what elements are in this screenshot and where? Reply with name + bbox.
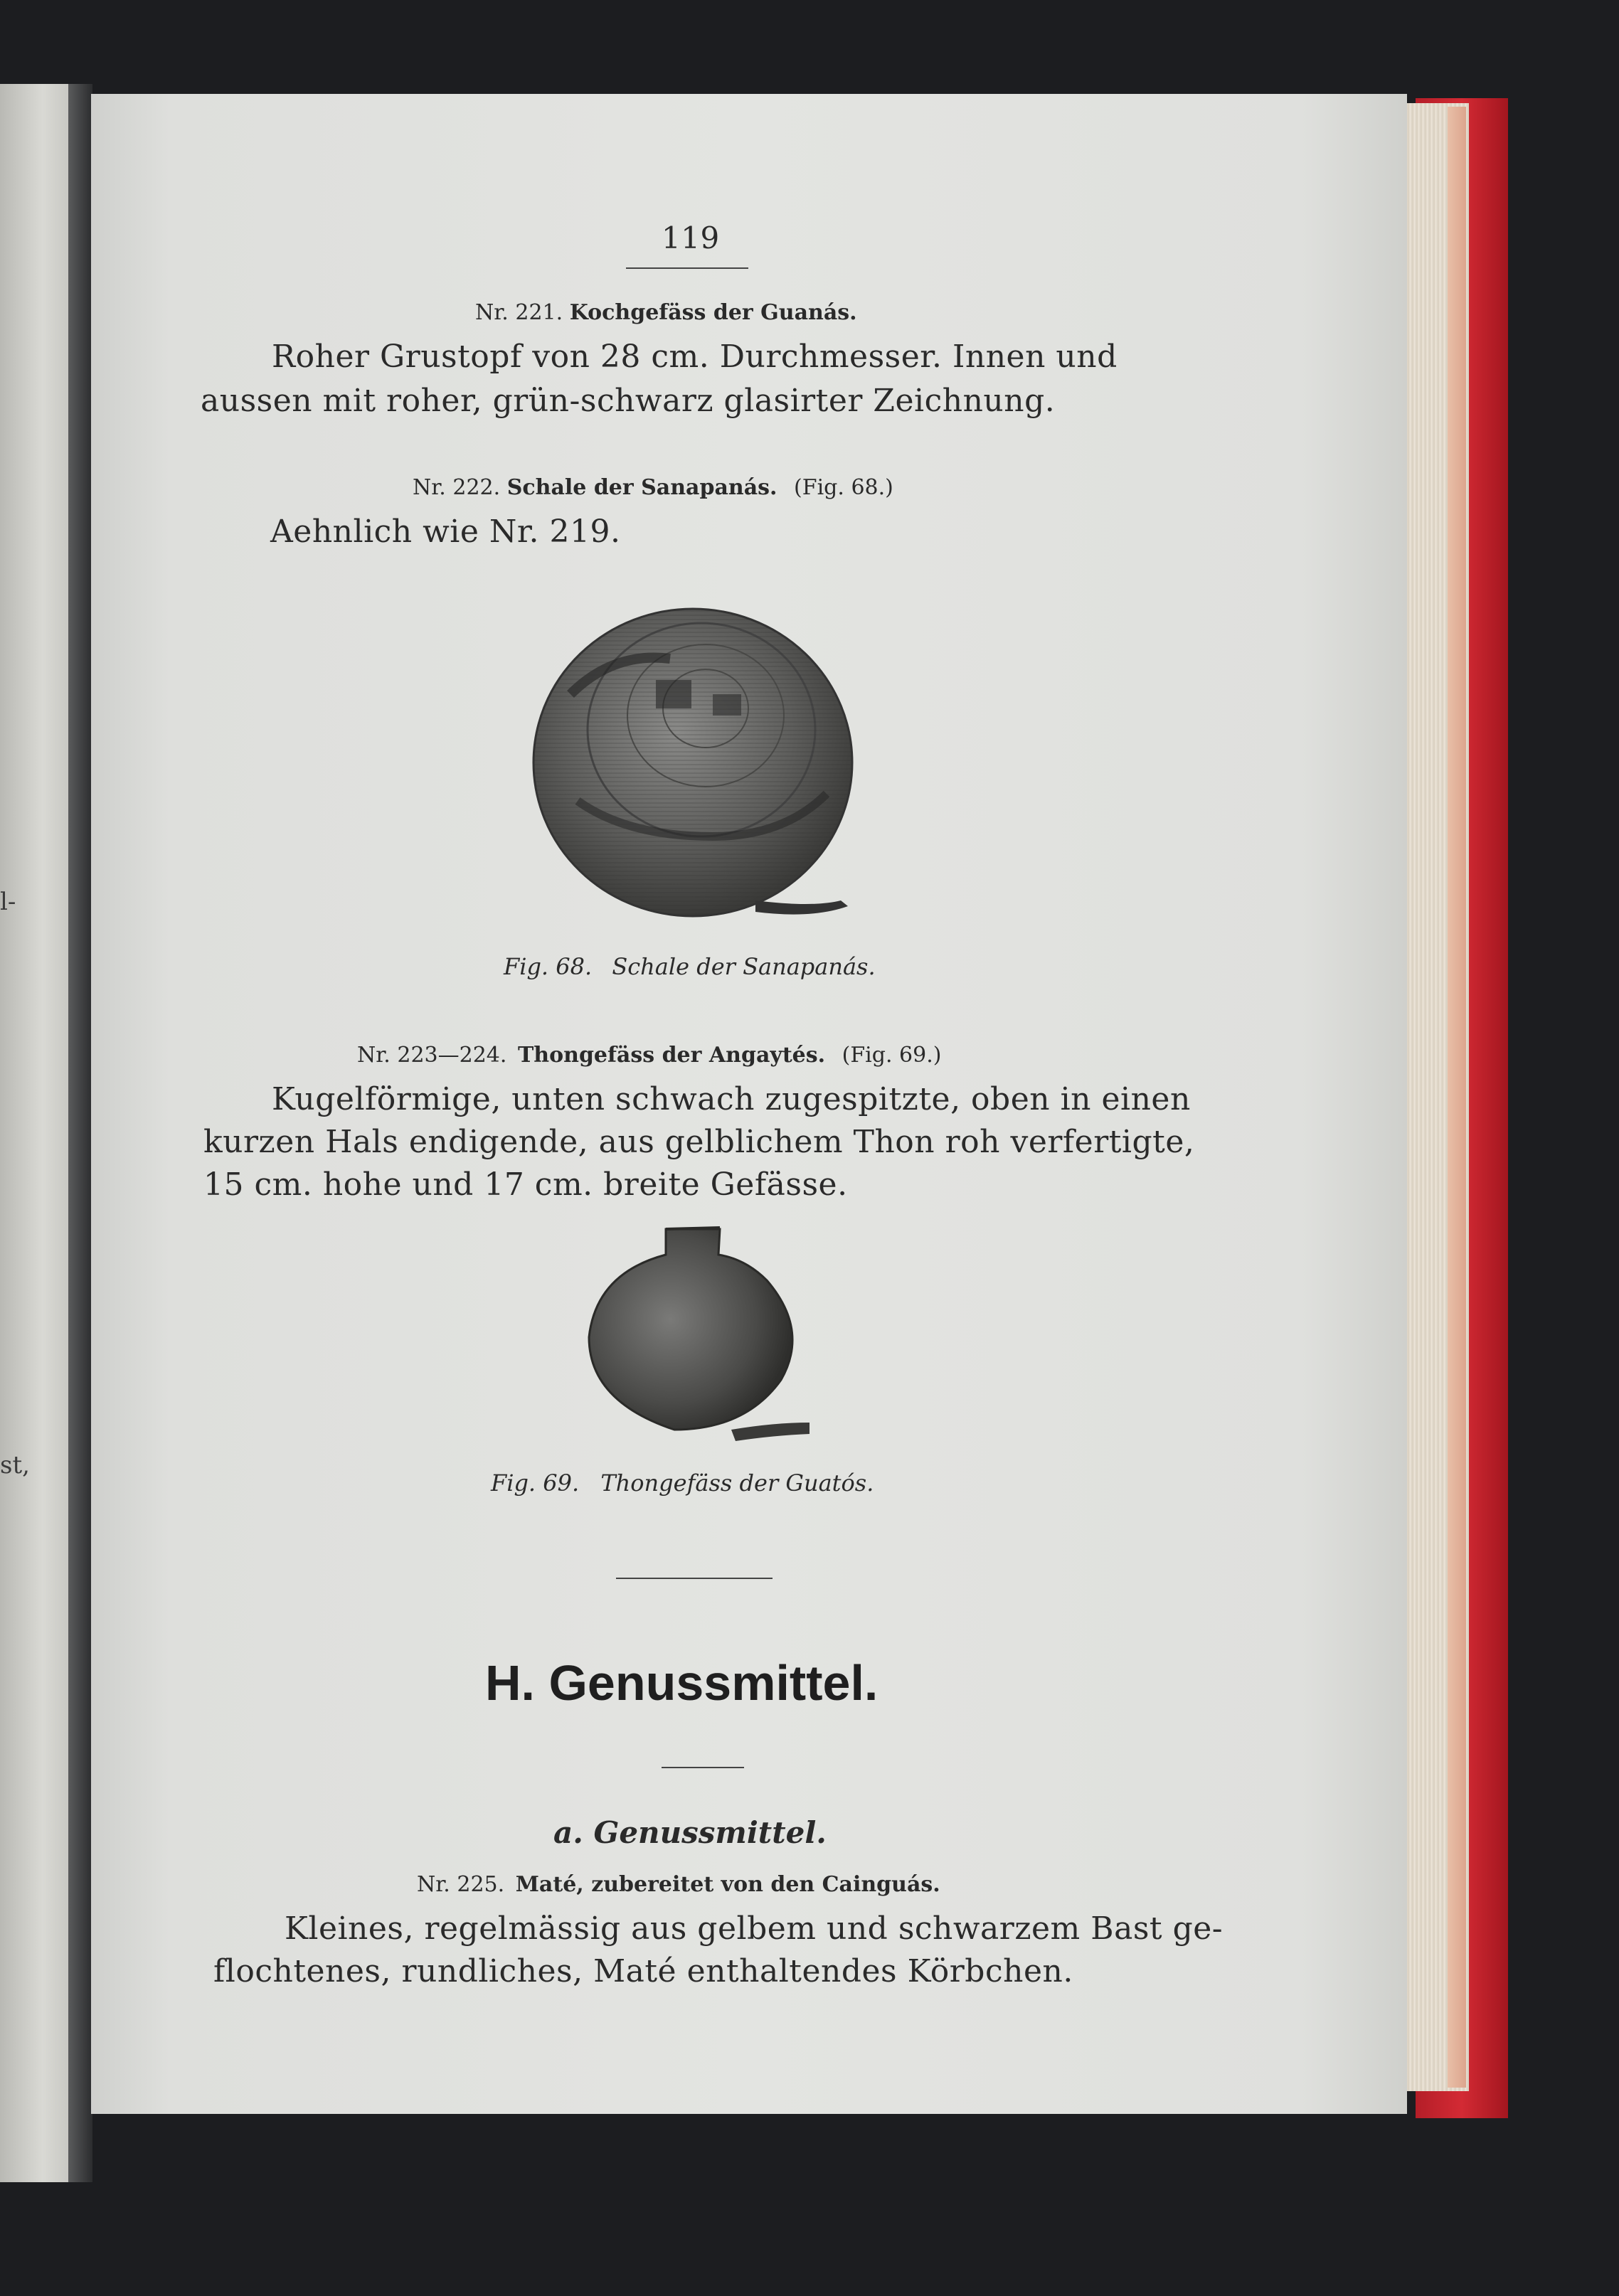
clay-vessel-illustration: [568, 1131, 824, 1465]
section-divider-2: [662, 1767, 744, 1768]
section-divider-1: [616, 1578, 773, 1579]
page-edges-colored: [1448, 107, 1466, 2088]
page-number: 119: [662, 220, 720, 255]
entry-222-line-1: Aehnlich wie Nr. 219.: [270, 514, 621, 550]
entry-225-line-1: Kleines, regelmässig aus gelbem und schwarzem Bast ge-: [285, 1910, 1223, 1947]
entry-223-line-1: Kugelförmige, unten schwach zugespitzte, oben in einen: [272, 1081, 1191, 1117]
fig-69-text: Thongefäss der Guatós.: [600, 1469, 874, 1497]
subsection-title: a. Genussmittel.: [553, 1815, 827, 1850]
entry-225-line-2: flochtenes, rundliches, Maté enthaltendes Körbchen.: [213, 1953, 1073, 1989]
entry-222-title: Schale der Sanapanás.: [506, 475, 777, 500]
book-page: [91, 94, 1407, 2114]
entry-225-title: Maté, zubereitet von den Cainguás.: [515, 1872, 940, 1897]
book-gutter: [68, 84, 92, 2182]
entry-223-nr: Nr. 223—224.: [357, 1043, 507, 1068]
left-page-edge: [0, 84, 71, 2182]
entry-221-title: Kochgefäss der Guanás.: [569, 300, 857, 325]
entry-222-nr: Nr. 222.: [413, 475, 501, 500]
entry-223-title: Thongefäss der Angaytés.: [517, 1043, 826, 1068]
entry-225-heading: [417, 1872, 940, 1897]
entry-225-nr: Nr. 225.: [417, 1872, 505, 1897]
entry-221-line-2: aussen mit roher, grün-schwarz glasirter Zeichnung.: [201, 383, 1056, 419]
left-page-fragment-1: l-: [0, 888, 16, 916]
section-title: H. Genussmittel.: [485, 1655, 878, 1711]
entry-223-line-3: 15 cm. hohe und 17 cm. breite Gefässe.: [203, 1166, 848, 1203]
page-number-rule: [626, 267, 748, 269]
fig-69-label: Fig. 69.: [491, 1469, 580, 1497]
entry-222-fig-ref: (Fig. 68.): [794, 475, 893, 500]
fig-69-caption: [491, 1469, 874, 1497]
entry-221-line-1: Roher Grustopf von 28 cm. Durchmesser. Innen und: [272, 339, 1118, 375]
entry-222-heading: [413, 475, 893, 500]
entry-223-line-2: kurzen Hals endigende, aus gelblichem Thon roh verfertigte,: [203, 1124, 1195, 1160]
entry-223-fig-ref: (Fig. 69.): [842, 1043, 942, 1068]
fig-68-caption: [504, 953, 876, 980]
fig-68-label: Fig. 68.: [504, 953, 593, 980]
fig-68-text: Schale der Sanapanás.: [612, 953, 876, 980]
entry-221-heading: [475, 300, 857, 325]
left-page-fragment-2: st,: [0, 1451, 30, 1479]
entry-223-heading: [357, 1043, 941, 1068]
entry-221-nr: Nr. 221.: [475, 300, 563, 325]
woven-bowl-illustration: [528, 566, 862, 979]
